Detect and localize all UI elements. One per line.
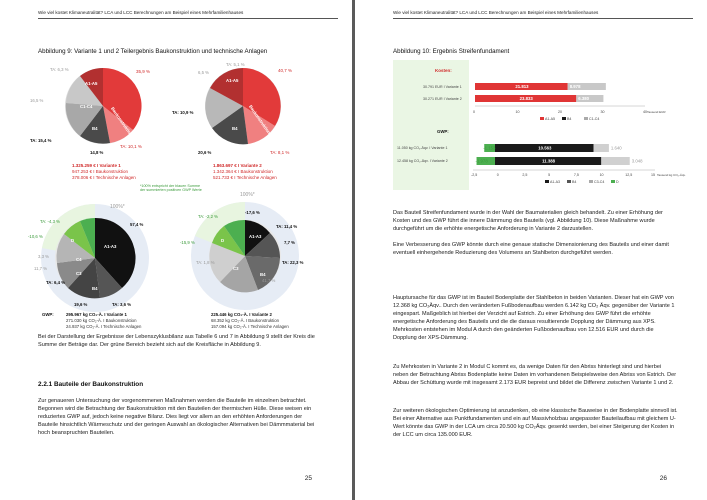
kosten-label: Kosten: xyxy=(435,68,452,73)
label-d-pct: -15,9 % xyxy=(180,240,195,245)
label-p1: -17,6 % xyxy=(245,210,260,215)
kosten-tick: 30 xyxy=(600,110,605,114)
gwp-bars xyxy=(476,144,644,165)
label-a1a5: A1-A5 xyxy=(85,81,98,86)
label-b4: B4 xyxy=(92,286,98,291)
label-a1a3: A1-A3 xyxy=(104,244,117,249)
right-page xyxy=(355,0,707,500)
kosten-bars xyxy=(475,83,606,102)
label-kg: 11,7 % xyxy=(34,266,48,271)
gwp-ticks xyxy=(471,173,655,177)
label-p2: 7,7 % xyxy=(284,240,295,245)
label-c3: TA: 10,9 % xyxy=(172,110,194,115)
label-ta4: TA: 11,4 % xyxy=(276,224,298,229)
gwp-row-1-label: 11.050 kg CO₂-Äqv. I Variante 1 xyxy=(397,146,448,150)
label-c1c4: C1-C4 xyxy=(80,104,93,109)
gwp-unit: Tausend kg CO₂-Äqv. xyxy=(657,173,686,177)
label-hundred: 100%* xyxy=(110,204,125,210)
label-d: D xyxy=(71,238,75,243)
gwp-legend-label: A1-A3 xyxy=(550,180,560,184)
kosten-ticks xyxy=(473,110,647,114)
gwp-legend-swatch xyxy=(589,180,593,183)
kosten-value-a1a5: 21.813 xyxy=(515,84,529,89)
gwp-bau-v1: 271.030 kg CO₂-Ä. I Baukonstruktion xyxy=(66,318,137,323)
label-rotated: Baukonstruktion xyxy=(110,106,134,137)
label-ta: TA: -4,3 % xyxy=(40,219,60,224)
label-pct-top: 35,9 % xyxy=(136,69,151,74)
kosten-unit: Tausend EUR xyxy=(647,110,666,114)
kosten-tick: 0 xyxy=(473,110,475,114)
gwp-value-d: -1.153 xyxy=(483,145,496,151)
cost-ta-v2: 521.733 € I Technische Anlagen xyxy=(213,175,277,180)
figure-10 xyxy=(355,58,707,198)
paragraph-1: Bei der Darstellung der Ergebnisse der Lebenszyklusbilanz aus Tabelle 6 und 7 in Abbildung 9 stellt der Kreis die Summe der Beträge dar. Der grüne Bereich bezieht sich auf die Kreisfläche in Abbildung 9. xyxy=(38,334,315,348)
label-ta2: TA: 8,1 % xyxy=(270,150,290,155)
label-ta: TA: 6,3 % xyxy=(50,67,69,72)
label-ta0: 6,5 % xyxy=(198,70,209,75)
paragraph-3 xyxy=(393,295,678,350)
paragraph-1-text: Das Bauteil Streifenfundament wurde in der Wahl der Baumaterialien gleich behandelt. Zu einer Erhöhung der Kosten und des GWP führt die innere Dämmung des Bauteils (vgl. Abbildung 10). Diese Maßnahme wurde durchgeführt um die erhöhte energetische Anforderung in Variante 2 darzustellen. xyxy=(393,210,663,232)
gwp-tick: 5 xyxy=(548,173,551,177)
gwp-value-c: 1.640 xyxy=(610,145,622,151)
label-ta: TA: 5,1 % xyxy=(226,62,245,67)
gwp-note: *100% entspricht der blauen Summe der summierten positiven GWP Werte xyxy=(140,184,202,193)
section-heading: 2.2.1 Bauteile der Baukonstruktion xyxy=(38,381,144,388)
pie-cost-variant-2 xyxy=(172,62,292,155)
gwp-value-a1a3: 11.388 xyxy=(542,158,556,164)
gwp-legend xyxy=(545,180,619,184)
header-rule xyxy=(393,18,693,19)
kosten-row-1-label: 30.791 EUR I Variante 1 xyxy=(423,85,462,89)
kosten-tick: 20 xyxy=(558,110,562,114)
gwp-bar-c xyxy=(594,144,609,152)
label-kg: TA: 1,8 % xyxy=(196,260,215,265)
gwp-tick: 15 xyxy=(651,173,655,177)
gwp-tick: 0 xyxy=(496,173,499,177)
label-rotated: Baukonstruktion xyxy=(248,104,272,135)
paragraph-1 xyxy=(393,210,678,265)
figure-caption: Abbildung 10: Ergebnis Streifenfundament xyxy=(393,48,510,55)
label-kg: TA: 15,4 % xyxy=(30,138,52,143)
label-pct-top: 40,7 % xyxy=(278,68,293,73)
label-grey1: 3,3 % xyxy=(38,254,49,259)
page-number: 25 xyxy=(304,475,312,482)
gwp-bar-c xyxy=(601,157,629,165)
gwp-total-v1: 295.967 kg CO₂-Ä. I Variante 1 xyxy=(66,312,127,317)
gwp-legend-label: B4 xyxy=(572,180,577,184)
figure-9 xyxy=(0,58,352,348)
gwp-total-v2: 225.446 kg CO₂-Ä. I Variante 2 xyxy=(211,312,272,317)
paragraph-4-text: Zu Mehrkosten in Variante 2 in Modul C kommt es, da wenige Daten für den Abriss hinterlegt sind und hierbei neben der Betrachtung Abriss Bodenplatte keine Daten im vorhandenen Beispielsweise den Abriss von Estrich. Der Abbau der Schüttung wurde mit insgesamt 2.173 EUR bepreist und bildet die Differenz zwischen Variante 1 und 2. xyxy=(393,364,677,386)
cost-total-v1: 1.325.259 € I Variante 1 xyxy=(72,163,121,168)
label-b4: B4 xyxy=(92,126,98,131)
label-b4: B4 xyxy=(232,126,238,131)
kosten-legend-swatch xyxy=(584,117,588,120)
gwp-ta-v2: 157.094 kg CO₂-Ä. I Technische Anlagen xyxy=(211,324,289,329)
gwp-value-c: 3.048 xyxy=(631,158,643,164)
gwp-label: GWP: xyxy=(437,129,449,134)
label-ta3: TA: 3,6 % xyxy=(112,302,132,307)
paragraph-2: Zur genaueren Untersuchung der vorgenommenen Maßnahmen werden die Bauteile im einzelnen betrachtet. Begonnen wird die Betrachtung der Baukonstruktion mit den Bauteilen der thermischen Hülle. Diese weisen ein reduziertes GWP auf, jedoch keine negative Bilanz. Dies liegt vor allem an den erhöhten Anforderungen der Bauteile hinsichtlich Wärmeschutz und der geringen Auswahl an ökologischer Alternativen bei Dämmmaterial bei hoch beanspruchten Bauteilen. xyxy=(38,398,315,436)
paragraph-3-text: Hauptursache für das GWP ist im Bauteil Bodenplatte der Stahlbeton in beiden Varianten. Dieser hat ein GWP von 12.368 kg CO₂Äqv.. Durch den veränderten Fußbodenaufbau werden 6.142 kg CO₂ Äqv. gegenüber der Variante 1 eingespart. Maßgeblich ist hierbei der Verzicht auf Estrich. Zu einer Erhöhung des GWP führt die erhöhte energetische Anforderung des Bauteils und die die daraus resultierende Dopplung der Dämmung aus XPS. Mehrkosten entstehen im Modul A durch den geänderten Fußbodenaufbau von 12.516 EUR und durch die Dopplung der XPS-Dämmung. xyxy=(393,295,675,341)
kosten-row-2-label: 30.271 EUR I Variante 2 xyxy=(423,97,462,101)
gwp-legend-label: C3-C4 xyxy=(594,180,605,184)
cost-ta-v1: 378.006 € I Technische Anlagen xyxy=(72,175,136,180)
kosten-value-b4: 6.380 xyxy=(578,96,590,101)
kosten-tick: 10 xyxy=(515,110,520,114)
gwp-tick: 7,5 xyxy=(573,173,579,177)
left-page xyxy=(0,0,352,500)
cost-bau-v1: 947.253 € I Baukonstruktion xyxy=(72,169,129,174)
kosten-legend-swatch xyxy=(540,117,544,120)
running-head: Wie viel kostet Klimaneutralität? LCA und LCC Berechnungen am Beispiel eines Mehrfamilienhauses xyxy=(38,10,244,15)
label-c3: C3 xyxy=(76,271,82,276)
kosten-legend-swatch xyxy=(562,117,566,120)
label-a1a3: A1-A3 xyxy=(249,234,262,239)
gwp-tick: 2,5 xyxy=(522,173,528,177)
gwp-tick: -2,5 xyxy=(471,173,478,177)
paragraph-5-text: Zur weiteren ökologischen Optimierung ist anzudenken, ob eine klassische Bauweise in der Bodenplatte sinnvoll ist. Bei einer Alternative aus Punktfundamenten und ein auf Massivholzbau angepasster Bauteilaufbau mit gleichem U-Wert könnte das GWP in der LCA um circa 20.500 kg CO₂Äqv. gesenkt werden, bei einer Steigerung der Kosten in der LCC um circa 135.000 EUR. xyxy=(393,408,678,438)
gwp-tick: 12,5 xyxy=(625,173,633,177)
gwp-value-d: -1.978 xyxy=(475,158,488,164)
gwp-legend-swatch xyxy=(567,180,571,183)
label-b4: B4 xyxy=(260,272,266,277)
header-rule xyxy=(38,18,338,19)
kosten-tick: 40 xyxy=(643,110,647,114)
paragraph-5 xyxy=(393,408,678,448)
gwp-legend-swatch xyxy=(545,180,549,183)
gwp-value-a1a3: 10.563 xyxy=(538,145,552,151)
cost-bau-v2: 1.342.364 € I Baukonstruktion xyxy=(213,169,273,174)
paragraph-2-text: Eine Verbesserung des GWP könnte durch eine genaue statische Dimensionierung des Bauteils und einer damit eventuell einhergehende Reduzierung des Volumens an Stahlbeton durchgeführt werden. xyxy=(393,241,669,256)
pie-cost-variant-1 xyxy=(30,67,150,155)
label-c4: C4 xyxy=(76,257,82,262)
kosten-value-b4: 8.978 xyxy=(569,84,581,89)
label-ta2: TA: 10,1 % xyxy=(120,144,142,149)
label-ta2: TA: 6,4 % xyxy=(46,280,66,285)
gwp-ta-v1: 24.937 kg CO₂-Ä. I Technische Anlagen xyxy=(66,324,142,329)
kosten-value-a1a5: 23.833 xyxy=(519,96,533,101)
figure-caption: Abbildung 9: Variante 1 und 2 Teilergebnis Baukonstruktion und technische Anlagen xyxy=(38,48,268,55)
label-c3: C3 xyxy=(233,266,239,271)
kosten-legend-label: C1-C4 xyxy=(589,117,600,121)
gwp-legend-label: D xyxy=(616,180,619,184)
label-c1: 19,6 % xyxy=(74,302,88,307)
label-c1: 41,7 % xyxy=(262,278,276,283)
cost-total-v2: 1.863.697 € I Variante 2 xyxy=(213,163,262,168)
label-c1: 20,6 % xyxy=(198,150,212,155)
kosten-legend xyxy=(540,117,599,121)
kosten-legend-label: B4 xyxy=(567,117,572,121)
gwp-legend-swatch xyxy=(611,180,615,183)
label-ta2: TA: 22,3 % xyxy=(282,260,304,265)
label-d: D xyxy=(221,238,225,243)
kosten-legend-label: A1-A5 xyxy=(545,117,555,121)
label-c1: 14,8 % xyxy=(90,150,104,155)
gwp-row-2-label: 12.458 kg CO₂-Äqv. I Variante 2 xyxy=(397,159,448,163)
label-c3: 16,5 % xyxy=(30,98,44,103)
label-p1: 57,4 % xyxy=(130,222,144,227)
gwp-label: GWP: xyxy=(42,312,54,317)
gwp-bau-v2: 68.352 kg CO₂-Ä. I Baukonstruktion xyxy=(211,318,280,323)
running-head: Wie viel kostet Klimaneutralität? LCA und LCC Berechnungen am Beispiel eines Mehrfamilienhauses xyxy=(393,10,599,15)
label-hundred: 100%* xyxy=(240,192,255,198)
label-a1a5: A1-A5 xyxy=(226,78,239,83)
pie-gwp-variant-1 xyxy=(28,204,149,312)
label-d-pct: -10,6 % xyxy=(28,234,43,239)
paragraph-4 xyxy=(393,364,678,396)
label-ta: TA: -2,2 % xyxy=(198,214,218,219)
page-number: 26 xyxy=(659,475,667,482)
gwp-tick: 10 xyxy=(599,173,604,177)
